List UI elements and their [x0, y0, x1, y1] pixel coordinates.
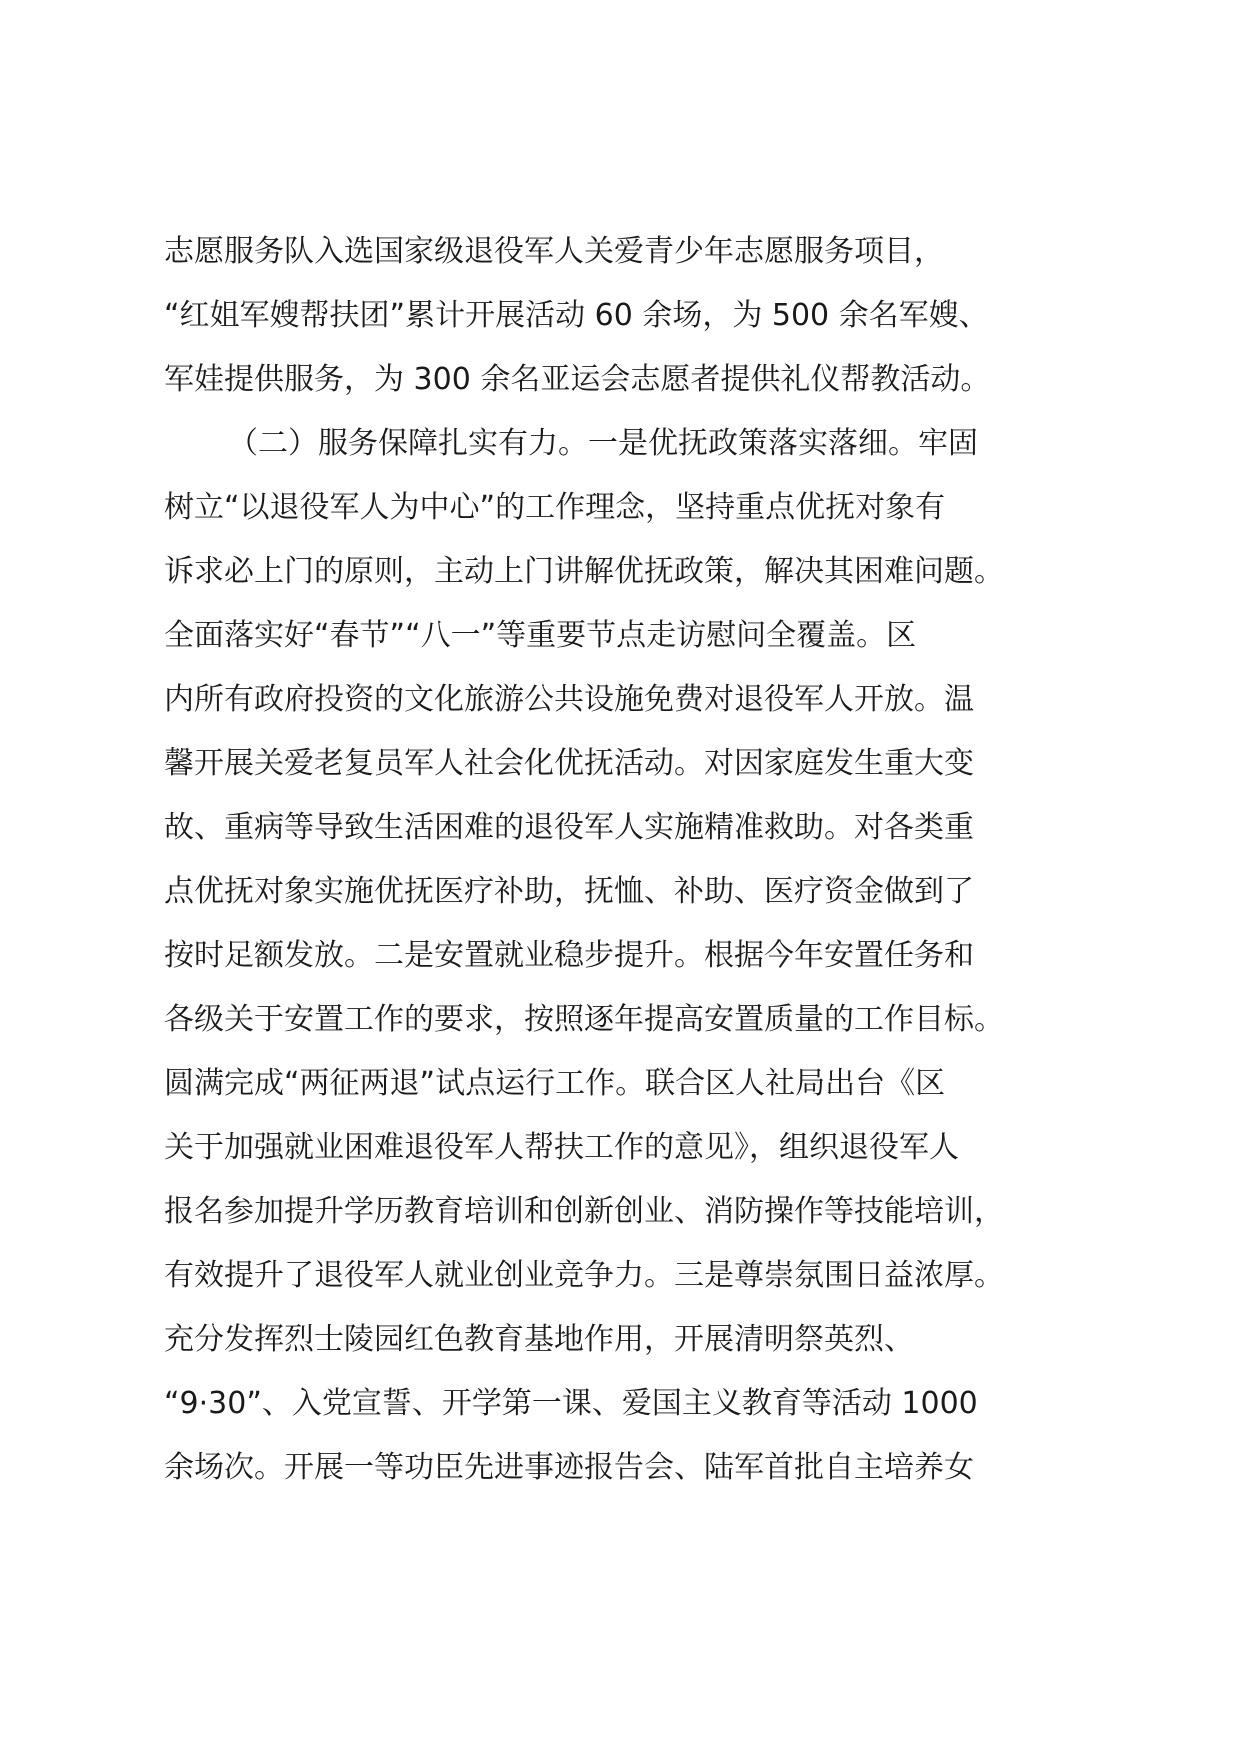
text-line: 点优抚对象实施优抚医疗补助，抚恤、补助、医疗资金做到了 — [164, 874, 974, 909]
text-line: 充分发挥烈士陵园红色教育基地作用，开展清明祭英烈、 — [164, 1322, 914, 1357]
text-line: 馨开展关爱老复员军人社会化优抚活动。对因家庭发生重大变 — [164, 746, 974, 781]
text-line: 全面落实好“春节”“八一”等重要节点走访慰问全覆盖。区 — [164, 618, 917, 653]
text-line: 有效提升了退役军人就业创业竞争力。三是尊崇氛围日益浓厚。 — [164, 1258, 1004, 1293]
text-line: 圆满完成“两征两退”试点运行工作。联合区人社局出台《区 — [164, 1066, 946, 1101]
section-heading-line: （二）服务保障扎实有力。一是优抚政策落实落细。牢固 — [228, 426, 978, 461]
text-line: 余场次。开展一等功臣先进事迹报告会、陆军首批自主培养女 — [164, 1450, 974, 1485]
text-line: 报名参加提升学历教育培训和创新创业、消防操作等技能培训， — [164, 1194, 1004, 1229]
text-line: 关于加强就业困难退役军人帮扶工作的意见》，组织退役军人 — [164, 1130, 959, 1165]
text-line: “9·30”、入党宣誓、开学第一课、爱国主义教育等活动 1000 — [164, 1386, 978, 1421]
text-line: 各级关于安置工作的要求，按照逐年提高安置质量的工作目标。 — [164, 1002, 1004, 1037]
text-line: “红姐军嫂帮扶团”累计开展活动 60 余场，为 500 余名军嫂、 — [164, 298, 989, 333]
text-line: 树立“以退役军人为中心”的工作理念，坚持重点优抚对象有 — [164, 490, 946, 525]
text-line: 诉求必上门的原则，主动上门讲解优抚政策，解决其困难问题。 — [164, 554, 1004, 589]
text-line: 军娃提供服务，为 300 余名亚运会志愿者提供礼仪帮教活动。 — [164, 362, 991, 397]
text-line: 内所有政府投资的文化旅游公共设施免费对退役军人开放。温 — [164, 682, 974, 717]
text-line: 故、重病等导致生活困难的退役军人实施精准救助。对各类重 — [164, 810, 974, 845]
text-line: 按时足额发放。二是安置就业稳步提升。根据今年安置任务和 — [164, 938, 974, 973]
text-line: 志愿服务队入选国家级退役军人关爱青少年志愿服务项目， — [164, 234, 944, 269]
